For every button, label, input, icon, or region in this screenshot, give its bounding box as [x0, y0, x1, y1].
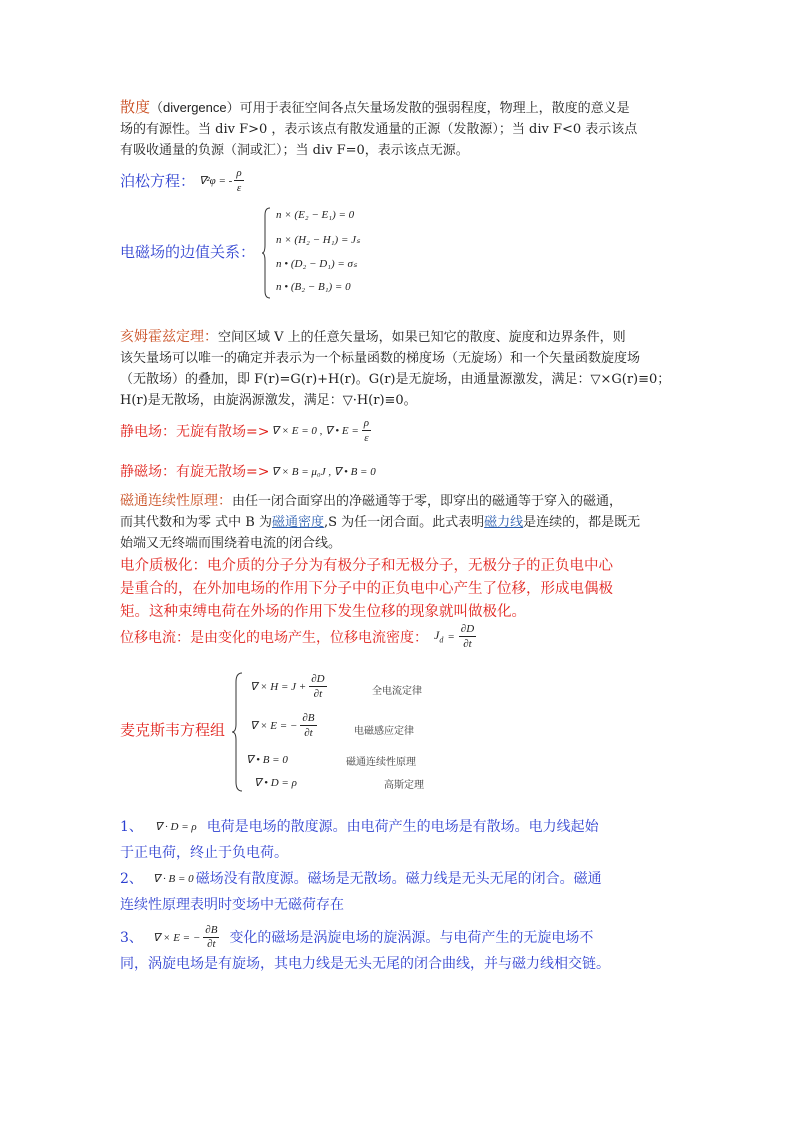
helmholtz-line1-text: 空间区域 V 上的任意矢量场，如果已知它的散度、旋度和边界条件，则: [218, 330, 626, 345]
boundary-eq-2: n × (H₂ − H₁) = Jₛ: [276, 234, 361, 246]
polarization-line-2: 是重合的，在外加电场的作用下分子中的正负电中心产生了位移，形成电偶极: [120, 581, 613, 597]
maxwell-eq2-num: ∂B: [302, 712, 315, 724]
note-1-line-1: [120, 814, 690, 840]
poisson-title: 泊松方程：: [120, 172, 196, 190]
law-2: 电磁感应定律: [354, 726, 414, 737]
displacement-line: [120, 622, 476, 651]
electrostatic-fraction: [362, 416, 371, 445]
maxwell-title: 麦克斯韦方程组: [120, 721, 226, 739]
divergence-line-2: 场的有源性。当 div F>0 ，表示该点有散发通量的正源（发散源）；当 div F<0 表示该点: [120, 122, 638, 137]
maxwell-eq-2: [250, 711, 317, 740]
maxwell-eq2-den: ∂t: [304, 727, 313, 739]
helmholtz-line-2: 该矢量场可以唯一的确定并表示为一个标量函数的梯度场（无旋场）和一个矢量函数旋度场: [120, 351, 641, 366]
left-brace-icon: [262, 207, 272, 299]
divergence-paragraph: [120, 97, 680, 161]
displacement-title: 位移电流：是由变化的电场产生，位移电流密度：: [120, 629, 428, 646]
maxwell-eq-1: [250, 672, 327, 701]
maxwell-eq2-frac: [300, 711, 316, 740]
note-3-eq: ∇ × E = −: [152, 931, 201, 944]
poisson-den: ε: [236, 182, 242, 194]
magnetostatic-line: [120, 461, 376, 481]
note-3-den: ∂t: [207, 938, 216, 950]
divergence-line1-text: 可用于表征空间各点矢量场发散的强弱程度，物理上，散度的意义是: [239, 101, 630, 116]
maxwell-eq2-lhs: ∇ × E = −: [250, 720, 298, 732]
note-3-num: ∂B: [205, 924, 218, 936]
flux-line1-text: 由任一闭合面穿出的净磁通等于零，即穿出的磁通等于穿入的磁通，: [232, 494, 623, 509]
displacement-symbol: [434, 628, 443, 644]
divergence-en: （divergence）: [150, 100, 240, 115]
flux-line2b: ,S 为任一闭合面。此式表明: [323, 515, 485, 530]
boundary-title: 电磁场的边值关系：: [120, 243, 256, 261]
note-1-number: 1、: [120, 819, 143, 835]
maxwell-eq-3: ∇ • B = 0: [246, 754, 288, 766]
note-2-text: 磁场没有散度源。磁场是无散场。磁力线是无头无尾的闭合。磁通: [195, 871, 602, 887]
divergence-line-1: [120, 97, 680, 119]
law-3: 磁通连续性原理: [346, 757, 416, 768]
poisson-num: ρ: [236, 167, 242, 179]
maxwell-eq1-den: ∂t: [313, 688, 323, 700]
law-1: 全电流定律: [372, 686, 422, 697]
maxwell-eq1-frac: [309, 672, 326, 701]
note-2-line-2: 连续性原理表明时变场中无磁荷存在: [120, 897, 344, 913]
polarization-paragraph: [120, 555, 690, 624]
magnetostatic-eq: ∇ × B = μ₀J , ∇ • B = 0: [271, 465, 376, 478]
flux-continuity-paragraph: [120, 491, 685, 554]
magnetostatic-title: 静磁场：有旋无散场=>: [120, 464, 270, 480]
flux-line-3: 始端又无终端而围绕着电流的闭合线。: [120, 536, 342, 551]
law-4: 高斯定理: [384, 780, 424, 791]
note-3-text: 变化的磁场是涡旋电场的旋涡源。与电荷产生的无旋电场不: [229, 929, 594, 946]
flux-density-link[interactable]: 磁通密度: [271, 515, 324, 530]
note-3-line-2: 同，涡旋电场是有旋场，其电力线是无头无尾的闭合曲线，并与磁力线相交链。: [120, 956, 610, 972]
displacement-fraction: [459, 622, 476, 651]
boundary-system: [262, 205, 412, 300]
maxwell-eq-4: ∇ • D = ρ: [254, 777, 297, 789]
helmholtz-paragraph: [120, 327, 685, 411]
note-1-eq: ∇ · D = ρ: [154, 821, 197, 833]
electrostatic-line: [120, 416, 371, 445]
electrostatic-eq: ∇ × E = 0 , ∇ • E =: [271, 425, 359, 437]
helmholtz-line-4: H(r)是无散场，由旋涡源激发，满足：▽·H(r)≡0。: [120, 393, 417, 408]
flux-line2c: 是连续的，都是既无: [523, 515, 641, 530]
flux-line-2: [120, 512, 685, 533]
note-2-eq: ∇ · B = 0: [152, 873, 194, 885]
flux-line2a: 而其代数和为零 式中 B 为: [120, 515, 272, 530]
note-1-line-2: 于正电荷，终止于负电荷。: [120, 845, 288, 861]
helmholtz-line-1: [120, 327, 685, 348]
poisson-lhs: ∇²φ = -: [199, 175, 233, 187]
note-3-line-1: [120, 924, 690, 951]
electrostatic-den: ε: [364, 432, 369, 444]
note-3-frac: [203, 924, 219, 951]
displacement-num: ∂D: [460, 623, 475, 635]
displacement-eq-sign: =: [447, 630, 455, 643]
note-2-line-1: [120, 866, 690, 892]
displacement-sub: d: [439, 635, 444, 645]
divergence-line-3: 有吸收通量的负源（洞或汇）；当 div F=0，表示该点无源。: [120, 143, 469, 158]
flux-line-1: [120, 491, 685, 512]
boundary-eq-3: n • (D₂ − D₁) = σₛ: [276, 258, 358, 270]
poisson-equation: [120, 166, 244, 195]
note-1-text: 电荷是电场的散度源。由电荷产生的电场是有散场。电力线起始: [206, 819, 599, 835]
displacement-J: J: [434, 628, 440, 643]
electrostatic-title: 静电场：无旋有散场=>: [120, 423, 270, 440]
helmholtz-line-3: （无散场）的叠加，即 F(r)=G(r)+H(r)。G(r)是无旋场，由通量源激发，满足：▽×G(r)≡0；: [120, 372, 671, 387]
poisson-fraction: [234, 166, 243, 195]
flux-title: 磁通连续性原理：: [120, 493, 232, 509]
boundary-eq-1: n × (E₂ − E₁) = 0: [276, 209, 355, 221]
polarization-line-1: 电介质极化：电介质的分子分为有极分子和无极分子，无极分子的正负电中心: [120, 558, 613, 574]
maxwell-system: [232, 668, 472, 796]
notes-list: [120, 814, 690, 977]
note-2-number: 2、: [120, 871, 143, 887]
electrostatic-num: ρ: [363, 417, 370, 429]
divergence-term: 散度: [120, 98, 151, 116]
maxwell-eq1-num: ∂D: [311, 673, 325, 685]
displacement-den: ∂t: [463, 638, 472, 650]
maxwell-brace-icon: [232, 672, 244, 792]
magnetic-line-link[interactable]: 磁力线: [484, 515, 524, 530]
polarization-line-3: 矩。这种束缚电荷在外场的作用下发生位移的现象就叫做极化。: [120, 604, 526, 620]
note-3-number: 3、: [120, 929, 143, 946]
helmholtz-title: 亥姆霍兹定理：: [120, 329, 218, 345]
boundary-eq-4: n • (B₂ − B₁) = 0: [276, 281, 351, 293]
maxwell-eq1-lhs: ∇ × H = J +: [250, 681, 307, 693]
